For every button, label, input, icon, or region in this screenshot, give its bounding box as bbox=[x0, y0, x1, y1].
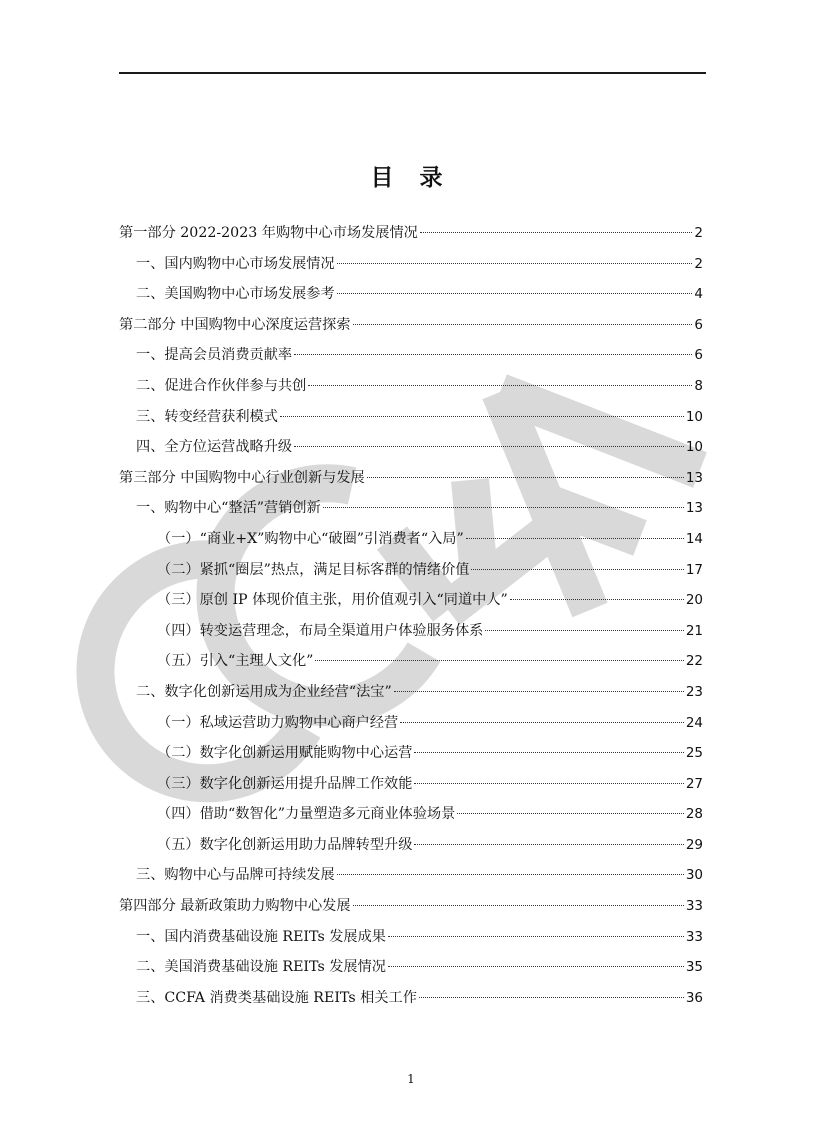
toc-dot-leader bbox=[294, 446, 684, 447]
toc-entry[interactable] bbox=[119, 769, 703, 800]
toc-entry-title: 三、购物中心与品牌可持续发展 bbox=[136, 867, 335, 884]
toc-entry-title: 二、数字化创新运用成为企业经营“法宝” bbox=[136, 683, 392, 700]
toc-dot-leader bbox=[420, 232, 693, 233]
page-number: 1 bbox=[407, 1072, 415, 1086]
toc-entry-title: 二、美国购物中心市场发展参考 bbox=[136, 286, 335, 303]
toc-entry[interactable] bbox=[119, 279, 703, 310]
toc-entry-page: 23 bbox=[685, 683, 703, 700]
toc-entry-page: 8 bbox=[694, 377, 703, 394]
toc-entry[interactable] bbox=[119, 646, 703, 677]
toc-dot-leader bbox=[457, 813, 684, 814]
toc-dot-leader bbox=[367, 477, 684, 478]
toc-entry[interactable] bbox=[119, 432, 703, 463]
toc-entry-title: 二、促进合作伙伴参与共创 bbox=[136, 377, 307, 394]
toc-entry[interactable] bbox=[119, 371, 703, 402]
table-of-contents bbox=[119, 218, 703, 1013]
toc-entry-page: 10 bbox=[685, 408, 703, 425]
toc-entry-page: 33 bbox=[685, 928, 703, 945]
toc-dot-leader bbox=[414, 783, 683, 784]
toc-dot-leader bbox=[419, 997, 684, 998]
toc-entry-page: 2 bbox=[694, 225, 703, 241]
toc-entry-title: （五）引入“主理人文化” bbox=[157, 653, 314, 670]
toc-dot-leader bbox=[400, 722, 684, 723]
toc-entry[interactable] bbox=[119, 738, 703, 769]
toc-entry-page: 21 bbox=[685, 622, 703, 639]
toc-dot-leader bbox=[466, 538, 684, 539]
toc-entry-page: 22 bbox=[685, 653, 703, 670]
toc-dot-leader bbox=[414, 844, 683, 845]
toc-entry-page: 2 bbox=[694, 255, 703, 272]
toc-entry-page: 13 bbox=[685, 469, 703, 486]
toc-entry[interactable] bbox=[119, 860, 703, 891]
toc-entry-title: 第二部分 中国购物中心深度运营探索 bbox=[119, 316, 351, 333]
toc-dot-leader bbox=[308, 385, 692, 386]
toc-entry-page: 20 bbox=[685, 592, 703, 609]
toc-entry-page: 24 bbox=[685, 714, 703, 731]
toc-dot-leader bbox=[280, 416, 684, 417]
toc-entry-page: 13 bbox=[685, 500, 703, 517]
toc-entry-title: （四）转变运营理念，布局全渠道用户体验服务体系 bbox=[157, 622, 484, 639]
toc-dot-leader bbox=[337, 293, 693, 294]
toc-dot-leader bbox=[388, 936, 684, 937]
toc-entry[interactable] bbox=[119, 830, 703, 861]
toc-entry[interactable] bbox=[119, 677, 703, 708]
toc-entry-title: 三、转变经营获利模式 bbox=[136, 408, 278, 425]
toc-entry-title: 四、全方位运营战略升级 bbox=[136, 439, 293, 456]
page-title: 目 录 bbox=[370, 165, 452, 191]
toc-entry[interactable] bbox=[119, 891, 703, 922]
toc-entry-title: （五）数字化创新运用助力品牌转型升级 bbox=[157, 836, 413, 853]
header-rule bbox=[119, 72, 706, 74]
toc-entry[interactable] bbox=[119, 218, 703, 249]
toc-entry-title: （三）原创 IP 体现价值主张，用价值观引入“同道中人” bbox=[157, 592, 508, 609]
toc-entry-page: 35 bbox=[685, 959, 703, 976]
toc-entry[interactable] bbox=[119, 922, 703, 953]
toc-entry-page: 30 bbox=[685, 867, 703, 884]
toc-dot-leader bbox=[388, 966, 684, 967]
toc-entry-page: 14 bbox=[685, 530, 703, 547]
toc-entry-page: 33 bbox=[685, 898, 703, 915]
toc-entry-title: （一）“商业+X”购物中心“破圈”引消费者“入局” bbox=[157, 530, 464, 547]
toc-entry-page: 25 bbox=[685, 745, 703, 762]
toc-entry-title: （四）借助“数智化”力量塑造多元商业体验场景 bbox=[157, 806, 456, 823]
toc-entry-page: 29 bbox=[685, 836, 703, 853]
toc-entry-page: 17 bbox=[685, 561, 703, 578]
toc-entry-title: （二）紧抓“圈层”热点，满足目标客群的情绪价值 bbox=[157, 561, 470, 578]
toc-entry-page: 4 bbox=[694, 286, 703, 303]
toc-entry-title: 第三部分 中国购物中心行业创新与发展 bbox=[119, 469, 365, 486]
toc-entry-title: （三）数字化创新运用提升品牌工作效能 bbox=[157, 775, 413, 792]
toc-dot-leader bbox=[394, 691, 684, 692]
toc-entry[interactable] bbox=[119, 463, 703, 494]
toc-dot-leader bbox=[414, 752, 683, 753]
toc-entry[interactable] bbox=[119, 524, 703, 555]
toc-entry-page: 6 bbox=[694, 316, 703, 333]
toc-entry-title: 一、国内消费基础设施 REITs 发展成果 bbox=[136, 928, 386, 945]
toc-entry-title: 一、购物中心“整活”营销创新 bbox=[136, 500, 321, 517]
toc-entry[interactable] bbox=[119, 708, 703, 739]
toc-dot-leader bbox=[471, 569, 683, 570]
toc-dot-leader bbox=[294, 354, 692, 355]
toc-entry-title: 一、提高会员消费贡献率 bbox=[136, 347, 293, 364]
toc-entry[interactable] bbox=[119, 249, 703, 280]
toc-entry-title: （一）私域运营助力购物中心商户经营 bbox=[157, 714, 399, 731]
toc-entry-title: 二、美国消费基础设施 REITs 发展情况 bbox=[136, 959, 386, 976]
toc-entry-title: 第四部分 最新政策助力购物中心发展 bbox=[119, 898, 351, 915]
toc-dot-leader bbox=[353, 905, 684, 906]
toc-dot-leader bbox=[485, 630, 683, 631]
toc-entry[interactable] bbox=[119, 799, 703, 830]
toc-dot-leader bbox=[315, 660, 683, 661]
toc-dot-leader bbox=[337, 263, 693, 264]
toc-entry[interactable] bbox=[119, 585, 703, 616]
toc-entry-title: 一、国内购物中心市场发展情况 bbox=[136, 255, 335, 272]
toc-dot-leader bbox=[510, 599, 684, 600]
toc-entry[interactable] bbox=[119, 983, 703, 1014]
toc-entry-title: （二）数字化创新运用赋能购物中心运营 bbox=[157, 745, 413, 762]
toc-entry-page: 27 bbox=[685, 775, 703, 792]
toc-entry-title: 第一部分 2022-2023 年购物中心市场发展情况 bbox=[119, 225, 418, 241]
toc-dot-leader bbox=[353, 324, 693, 325]
toc-entry-page: 10 bbox=[685, 439, 703, 456]
toc-entry[interactable] bbox=[119, 493, 703, 524]
toc-entry[interactable] bbox=[119, 952, 703, 983]
toc-entry-title: 三、CCFA 消费类基础设施 REITs 相关工作 bbox=[136, 989, 417, 1006]
toc-entry[interactable] bbox=[119, 555, 703, 586]
toc-dot-leader bbox=[337, 874, 684, 875]
toc-entry-page: 6 bbox=[694, 347, 703, 364]
toc-entry[interactable] bbox=[119, 616, 703, 647]
toc-dot-leader bbox=[323, 507, 684, 508]
toc-entry[interactable] bbox=[119, 402, 703, 433]
toc-entry[interactable] bbox=[119, 310, 703, 341]
toc-entry-page: 28 bbox=[685, 806, 703, 823]
toc-entry-page: 36 bbox=[685, 989, 703, 1006]
toc-entry[interactable] bbox=[119, 340, 703, 371]
